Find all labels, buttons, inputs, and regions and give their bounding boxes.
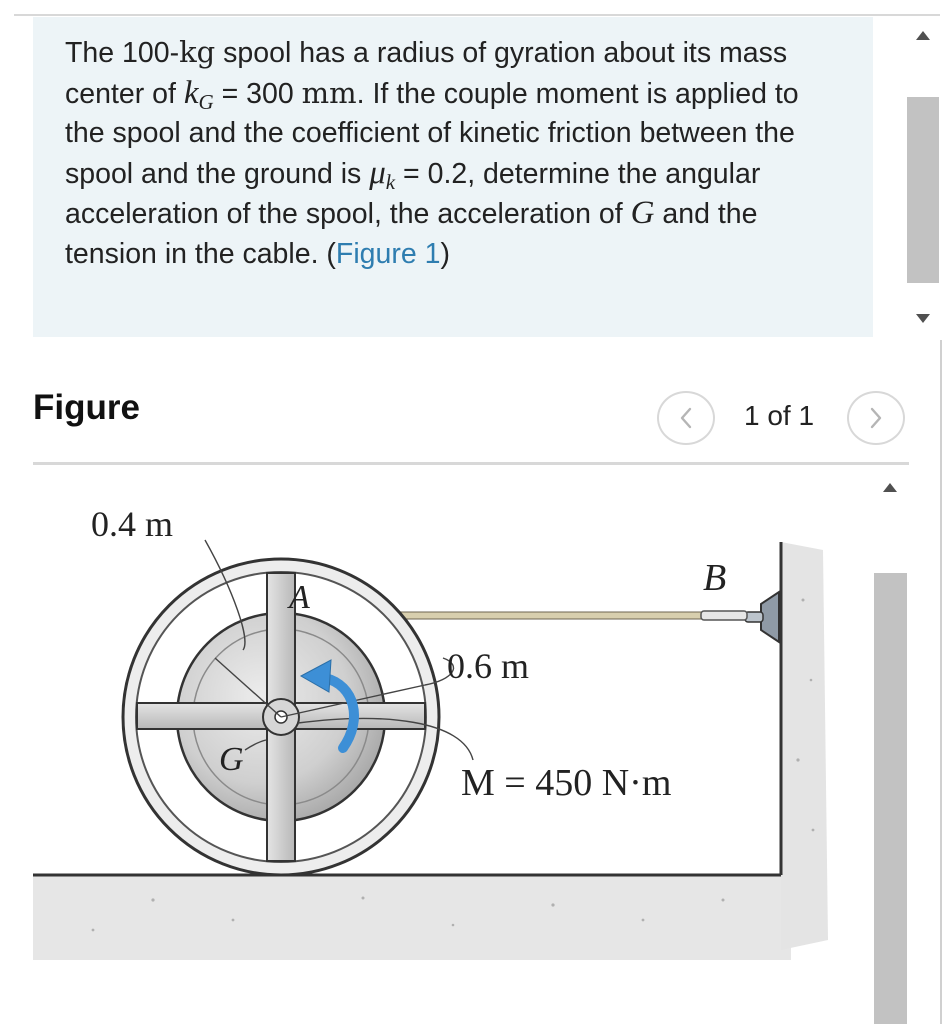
chevron-left-icon <box>676 405 696 431</box>
wall-bracket <box>745 592 779 642</box>
ground <box>33 875 791 960</box>
spool-diagram <box>33 480 873 1024</box>
prev-figure-button[interactable] <box>657 391 715 445</box>
chevron-right-icon <box>866 405 886 431</box>
spool-figure <box>33 480 873 1024</box>
figure-heading: Figure <box>33 388 140 427</box>
unit-kg: kg <box>179 35 216 69</box>
problem-text: The 100-kg spool has a radius of gyration about its mass center of $k_G = 300$ mm. If the couple moment is applied to the spool and the coefficient of kinetic friction between the spool and the ground is $\mu_k = 0.2$, determine the angular acceleration of the spool, the acceleration of G and the tension in the cable. (Figure 1) <box>65 35 799 270</box>
figure-pager: 1 of 1 <box>744 400 815 431</box>
next-figure-button[interactable] <box>847 391 905 445</box>
symbol-mu-k: $\mu_k$ <box>369 154 396 194</box>
label-point-a: A <box>289 579 310 616</box>
label-point-b: B <box>703 557 727 599</box>
problem-statement <box>33 17 873 337</box>
top-divider <box>14 14 940 16</box>
figure-scroll-thumb[interactable] <box>874 573 907 1024</box>
panel-edge <box>940 340 942 1024</box>
symbol-g: G <box>630 195 655 231</box>
unit-mm: mm <box>301 75 357 110</box>
label-outer-radius: 0.6 m <box>447 646 530 686</box>
wall <box>781 542 828 950</box>
scroll-up-icon[interactable] <box>916 31 930 40</box>
problem-scroll-thumb[interactable] <box>907 97 939 283</box>
label-moment: M = 450 N·m <box>461 762 672 804</box>
label-inner-radius: 0.4 m <box>91 504 174 544</box>
figure-link[interactable]: Figure 1 <box>335 237 441 270</box>
figure-scroll-up-icon[interactable] <box>883 483 897 492</box>
symbol-kg: $k_G$ <box>183 74 214 114</box>
figure-divider <box>33 462 909 465</box>
label-center-g: G <box>219 741 244 778</box>
scroll-down-icon[interactable] <box>916 314 930 323</box>
